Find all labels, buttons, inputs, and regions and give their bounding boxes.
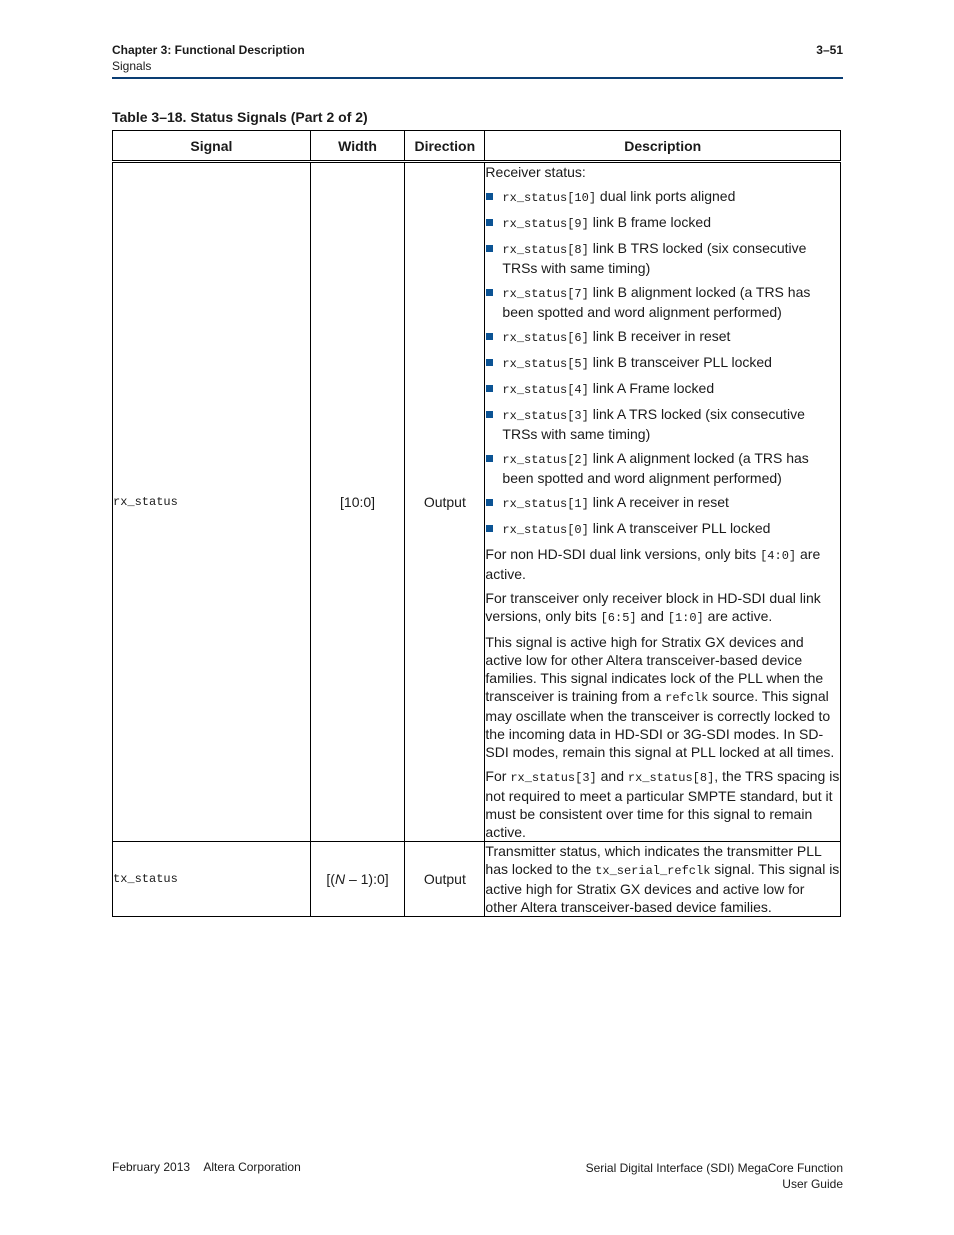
column-header-direction: Direction: [405, 131, 485, 162]
signal-description: [485, 162, 841, 842]
page-number: 3–51: [816, 43, 843, 57]
text-run: – 1):0]: [345, 871, 389, 887]
status-bit-list: [485, 187, 840, 539]
status-bit-text: link A receiver in reset: [588, 494, 729, 510]
square-bullet-icon: [486, 289, 493, 296]
status-bit-code: rx_status[5]: [502, 357, 589, 371]
status-bit-item: [485, 353, 840, 373]
status-bit-code: rx_status[8]: [502, 243, 589, 257]
text-run: Transmitter status, which indicates the transmitter PLL has locked to the: [485, 843, 822, 877]
variable-n: N: [334, 871, 346, 887]
status-bit-text: dual link ports aligned: [596, 188, 736, 204]
description-paragraph: [485, 842, 840, 916]
table-header-row: [113, 131, 841, 162]
header-divider: [112, 77, 843, 79]
footer-date: February 2013: [112, 1160, 191, 1174]
status-bit-item: [485, 283, 840, 321]
description-paragraph: [485, 589, 840, 627]
status-bit-text: link B alignment locked (a TRS has been spotted and word alignment performed): [502, 284, 811, 320]
text-run: are active.: [703, 608, 773, 624]
square-bullet-icon: [486, 219, 493, 226]
status-bit-text: link A Frame locked: [588, 380, 715, 396]
text-run: For transceiver only receiver block in HD-SDI dual link versions, only bits: [485, 590, 821, 624]
square-bullet-icon: [486, 245, 493, 252]
footer-right: [586, 1160, 843, 1192]
status-bit-item: [485, 449, 840, 487]
description-intro: Receiver status:: [485, 164, 586, 180]
square-bullet-icon: [486, 193, 493, 200]
status-bit-code: rx_status[6]: [502, 331, 589, 345]
code-run: refclk: [665, 691, 709, 705]
section-title: Signals: [112, 59, 152, 73]
square-bullet-icon: [486, 385, 493, 392]
signal-description: [485, 842, 841, 917]
status-bit-code: rx_status[3]: [502, 409, 589, 423]
square-bullet-icon: [486, 525, 493, 532]
status-bit-text: link B frame locked: [588, 214, 712, 230]
column-header-signal: Signal: [113, 131, 311, 162]
status-bit-text: link A TRS locked (six consecutive TRSs with same timing): [502, 406, 805, 442]
code-run: tx_serial_refclk: [595, 864, 711, 878]
column-header-width: Width: [310, 131, 404, 162]
table-caption: Table 3–18. Status Signals (Part 2 of 2): [112, 109, 368, 125]
status-bit-code: rx_status[7]: [502, 287, 589, 301]
footer-doc-title: Serial Digital Interface (SDI) MegaCore Function: [585, 1161, 843, 1175]
status-bit-code: rx_status[9]: [502, 217, 589, 231]
status-bit-item: [485, 187, 840, 207]
status-bit-text: link B transceiver PLL locked: [588, 354, 772, 370]
signal-direction: Output: [405, 162, 485, 842]
description-paragraph: [485, 545, 840, 583]
status-bit-item: [485, 493, 840, 513]
footer-left: [112, 1160, 301, 1174]
footer-doc-type: User Guide: [782, 1177, 843, 1191]
status-bit-item: [485, 213, 840, 233]
status-bit-code: rx_status[2]: [502, 453, 589, 467]
table-row-tx-status: [113, 842, 841, 917]
square-bullet-icon: [486, 333, 493, 340]
status-bit-code: rx_status[1]: [502, 497, 589, 511]
status-bit-code: rx_status[10]: [502, 191, 597, 205]
signal-name: tx_status: [113, 842, 311, 917]
text-run: For: [485, 768, 511, 784]
status-bit-text: link A alignment locked (a TRS has been spotted and word alignment performed): [502, 450, 809, 486]
status-bit-item: [485, 239, 840, 277]
code-run: [6:5]: [600, 611, 637, 625]
description-paragraph: [485, 767, 840, 841]
description-paragraph: [485, 633, 840, 761]
chapter-title: Chapter 3: Functional Description: [112, 43, 305, 57]
square-bullet-icon: [486, 411, 493, 418]
status-bit-item: [485, 405, 840, 443]
signal-width: [10:0]: [310, 162, 404, 842]
signal-width: [310, 842, 404, 917]
text-run: source. This signal may oscillate when the transceiver is correctly locked to the incoming data in HD-SDI or 3G-SDI modes. In SD-SDI modes, remain this signal at PLL locked at all times.: [485, 688, 835, 760]
status-bit-item: [485, 379, 840, 399]
text-run: This signal is active high for Stratix GX devices and active low for other Altera transceiver-based device families. This signal indicates lock of the PLL when the transceiver is training from a: [485, 634, 824, 704]
column-header-description: Description: [485, 131, 841, 162]
square-bullet-icon: [486, 455, 493, 462]
status-bit-text: link B TRS locked (six consecutive TRSs with same timing): [502, 240, 807, 276]
code-run: [1:0]: [667, 611, 704, 625]
signal-name: rx_status: [113, 162, 311, 842]
status-bit-code: rx_status[4]: [502, 383, 589, 397]
code-run: rx_status[8]: [627, 771, 715, 785]
square-bullet-icon: [486, 359, 493, 366]
square-bullet-icon: [486, 499, 493, 506]
status-bit-text: link B receiver in reset: [588, 328, 731, 344]
text-run: [(: [326, 871, 335, 887]
text-run: and: [636, 608, 668, 624]
text-run: For non HD-SDI dual link versions, only bits: [485, 546, 761, 562]
status-bit-code: rx_status[0]: [502, 523, 589, 537]
code-run: rx_status[3]: [510, 771, 597, 785]
status-signals-table: [112, 130, 841, 917]
text-run: signal. This signal is active high for Stratix GX devices and active low for other Altera transceiver-based device families.: [485, 861, 840, 915]
text-run: , the TRS spacing is not required to meet a particular SMPTE standard, but it must be consistent over time for this signal to remain active.: [485, 768, 840, 840]
text-run: are active.: [485, 546, 821, 582]
table-row-rx-status: [113, 162, 841, 842]
status-bit-text: link A transceiver PLL locked: [588, 520, 771, 536]
code-run: [4:0]: [760, 549, 797, 563]
status-bit-item: [485, 519, 840, 539]
footer-company: Altera Corporation: [203, 1160, 301, 1174]
signal-direction: Output: [405, 842, 485, 917]
status-bit-item: [485, 327, 840, 347]
text-run: and: [596, 768, 628, 784]
